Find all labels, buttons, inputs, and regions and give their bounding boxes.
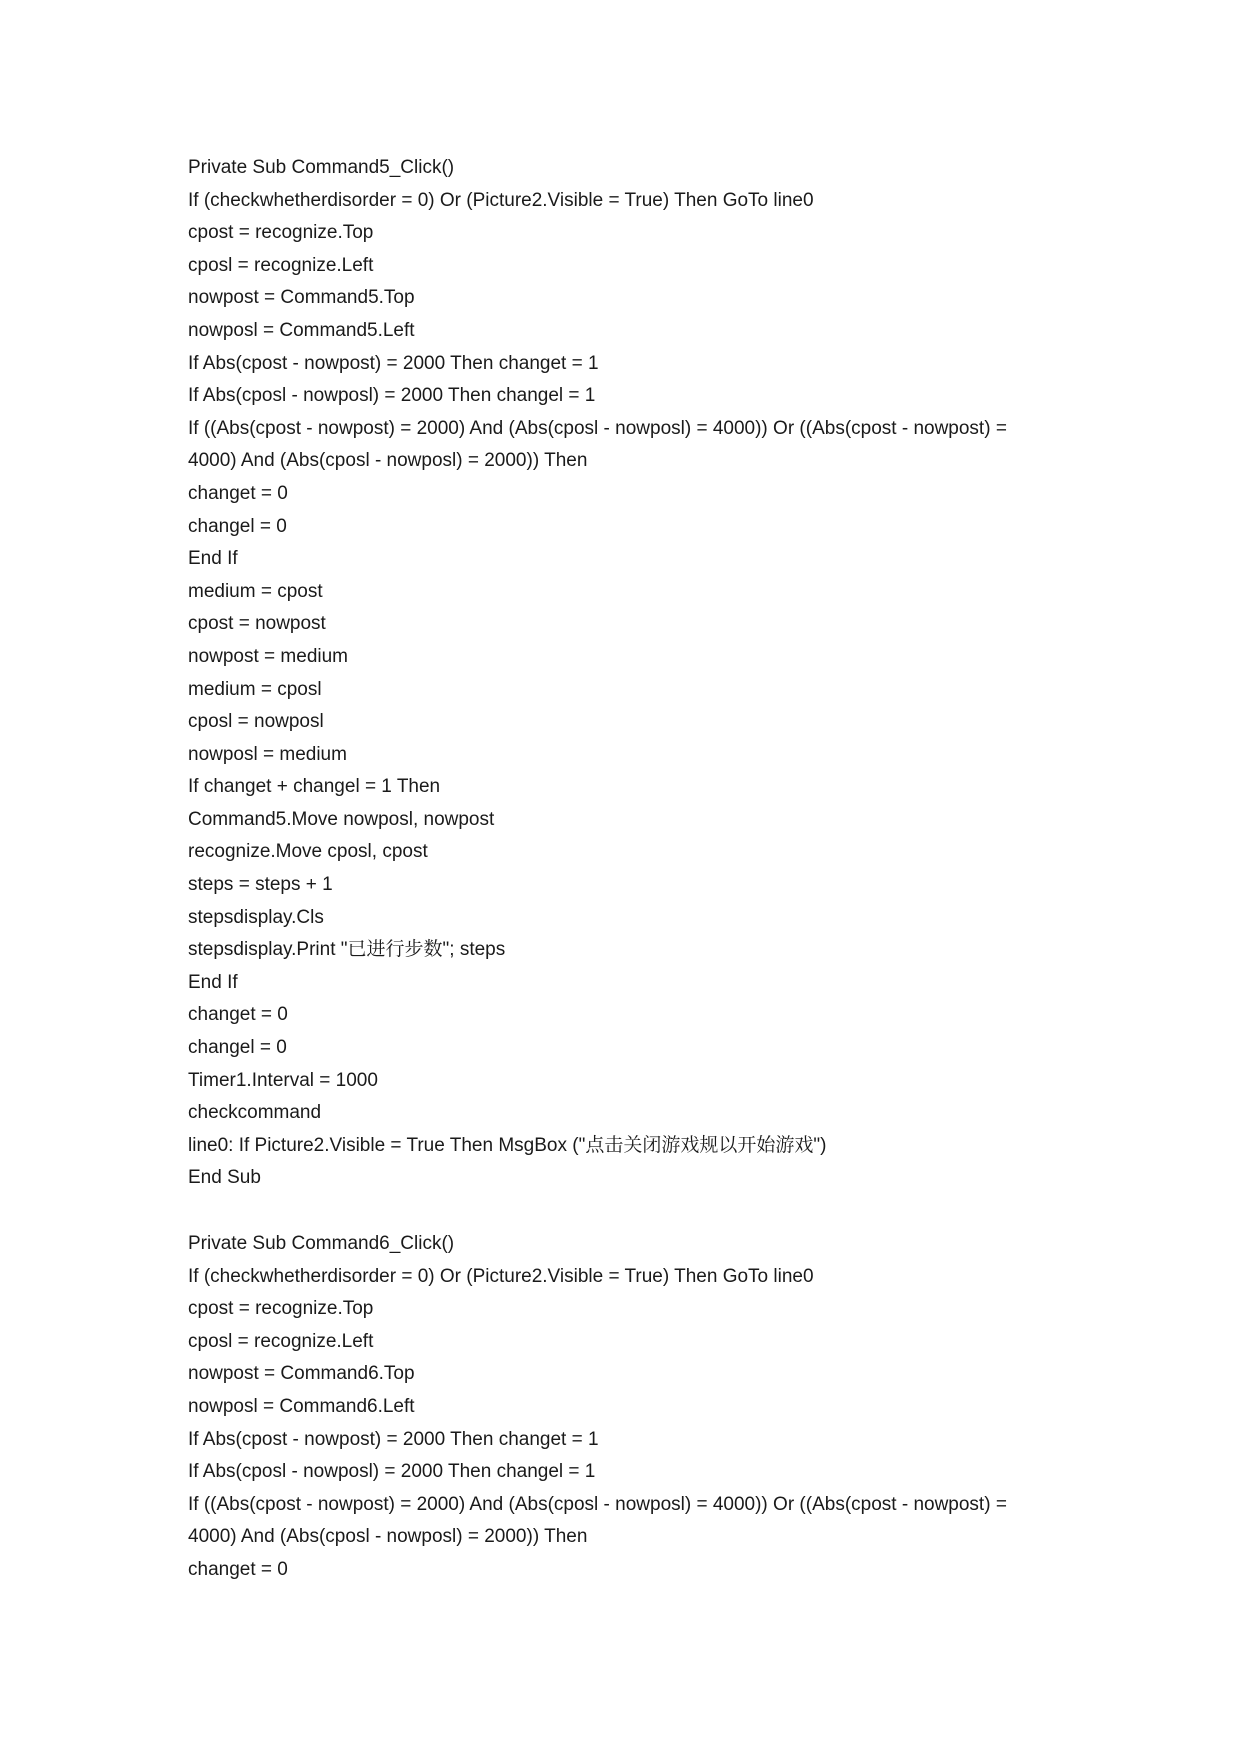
code-line: cposl = recognize.Left bbox=[188, 1330, 374, 1352]
code-line: nowposl = medium bbox=[188, 743, 347, 765]
code-line: cpost = recognize.Top bbox=[188, 222, 374, 244]
code-line: If (checkwhetherdisorder = 0) Or (Picture2.Visible = True) Then GoTo line0 bbox=[188, 189, 814, 211]
code-line: nowpost = medium bbox=[188, 645, 348, 667]
code-line: stepsdisplay.Cls bbox=[188, 906, 324, 928]
code-line: Private Sub Command5_Click() bbox=[188, 157, 455, 178]
code-block-command6 bbox=[188, 1228, 1088, 1587]
code-line: nowpost = Command5.Top bbox=[188, 287, 415, 309]
code-line: If (checkwhetherdisorder = 0) Or (Picture2.Visible = True) Then GoTo line0 bbox=[188, 1265, 814, 1287]
code-line: stepsdisplay.Print "已进行步数"; steps bbox=[188, 939, 506, 961]
code-line: End If bbox=[188, 971, 238, 993]
code-line: nowpost = Command6.Top bbox=[188, 1363, 415, 1385]
code-line: cposl = recognize.Left bbox=[188, 254, 374, 276]
code-line: recognize.Move cposl, cpost bbox=[188, 841, 428, 863]
code-block-command5 bbox=[188, 152, 1088, 1195]
code-line: End Sub bbox=[188, 1167, 261, 1189]
code-line: checkcommand bbox=[188, 1102, 322, 1124]
code-line: medium = cpost bbox=[188, 580, 323, 602]
code-line: changel = 0 bbox=[188, 1037, 287, 1059]
code-line: medium = cposl bbox=[188, 678, 322, 700]
code-line: line0: If Picture2.Visible = True Then MsgBox ("点击关闭游戏规以开始游戏") bbox=[188, 1134, 827, 1156]
code-line: If Abs(cpost - nowpost) = 2000 Then changet = 1 bbox=[188, 352, 599, 374]
code-line: cpost = recognize.Top bbox=[188, 1298, 374, 1320]
code-line: changet = 0 bbox=[188, 1558, 288, 1580]
code-line: 4000) And (Abs(cposl - nowposl) = 2000)) Then bbox=[188, 1526, 588, 1548]
code-line: steps = steps + 1 bbox=[188, 874, 333, 896]
code-line: changet = 0 bbox=[188, 1004, 288, 1026]
code-line: nowposl = Command6.Left bbox=[188, 1395, 415, 1417]
code-line: If changet + changel = 1 Then bbox=[188, 776, 441, 798]
code-line: If Abs(cposl - nowposl) = 2000 Then changel = 1 bbox=[188, 1461, 596, 1483]
code-line: nowposl = Command5.Left bbox=[188, 319, 415, 341]
code-line: Private Sub Command6_Click() bbox=[188, 1233, 455, 1254]
code-line: End If bbox=[188, 548, 238, 570]
code-line: changet = 0 bbox=[188, 482, 288, 504]
code-line: changel = 0 bbox=[188, 515, 287, 537]
code-line: If ((Abs(cpost - nowpost) = 2000) And (Abs(cposl - nowposl) = 4000)) Or ((Abs(cpost - nowpost) = bbox=[188, 1493, 1007, 1515]
code-line: cpost = nowpost bbox=[188, 613, 326, 635]
code-line: 4000) And (Abs(cposl - nowposl) = 2000)) Then bbox=[188, 450, 588, 472]
code-line: If Abs(cpost - nowpost) = 2000 Then changet = 1 bbox=[188, 1428, 599, 1450]
code-line: cposl = nowposl bbox=[188, 711, 324, 733]
code-line: Command5.Move nowposl, nowpost bbox=[188, 808, 495, 830]
code-line: If Abs(cposl - nowposl) = 2000 Then changel = 1 bbox=[188, 385, 596, 407]
code-line: Timer1.Interval = 1000 bbox=[188, 1069, 378, 1091]
code-line: If ((Abs(cpost - nowpost) = 2000) And (Abs(cposl - nowposl) = 4000)) Or ((Abs(cpost - nowpost) = bbox=[188, 417, 1007, 439]
